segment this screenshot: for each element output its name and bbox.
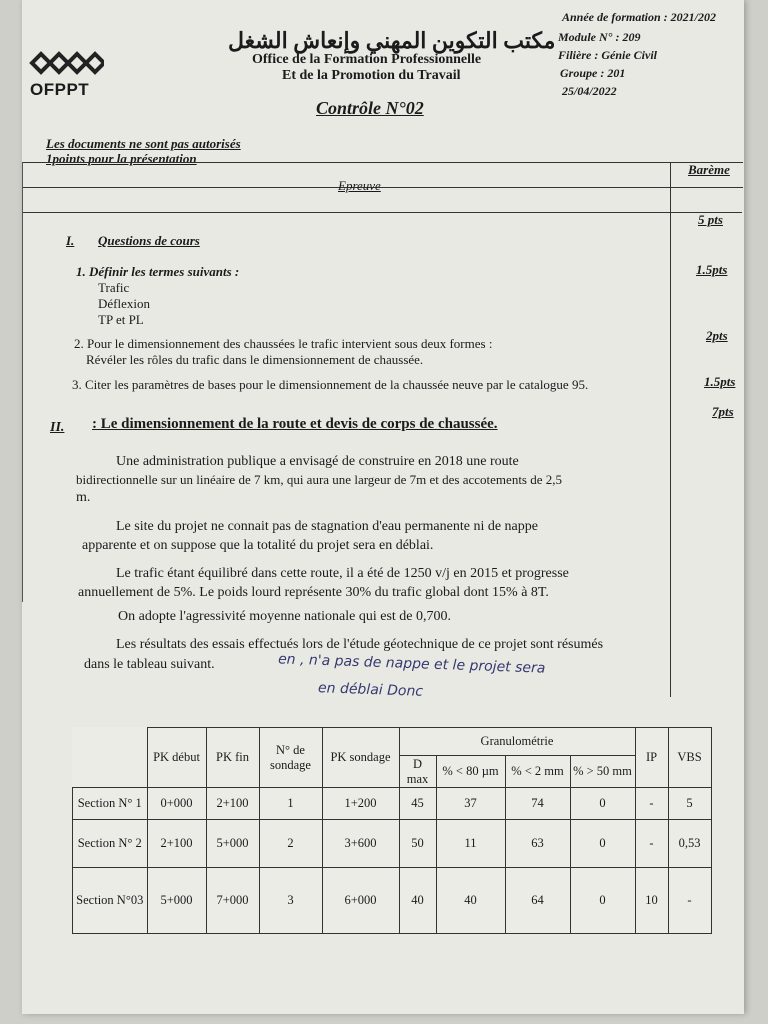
table-row <box>73 820 712 868</box>
paragraph-5-line-2: dans le tableau suivant. <box>84 657 215 672</box>
paragraph-5-line-1: Les résultats des essais effectués lors de l'étude géotechnique de ce projet sont résumés <box>116 637 604 652</box>
cell-pct80: 11 <box>436 820 505 868</box>
office-line-2: Et de la Promotion du Travail <box>282 68 461 83</box>
cell-vbs: 0,53 <box>668 820 711 868</box>
geotechnical-results-table <box>72 727 712 934</box>
part1-points: 5 pts <box>698 212 723 227</box>
question-1: 1. Définir les termes suivants : <box>76 264 240 279</box>
question-1-points: 1.5pts <box>696 262 728 277</box>
question-2-line-2: Révéler les rôles du trafic dans le dimensionnement de chaussée. <box>86 352 424 367</box>
table-corner <box>73 728 148 788</box>
cell-pk-debut: 2+100 <box>147 820 206 868</box>
cell-d-max: 50 <box>399 820 436 868</box>
cell-n-sondage: 2 <box>259 820 322 868</box>
logo-text: OFPPT <box>30 80 90 99</box>
annee-formation: Année de formation : 2021/202 <box>562 10 717 24</box>
row-section: Section N°03 <box>73 868 148 934</box>
paragraph-4: On adopte l'agressivité moyenne nationale qui est de 0,700. <box>118 609 451 624</box>
cell-pk-sondage: 1+200 <box>322 788 399 820</box>
office-line-1: Office de la Formation Professionnelle <box>252 52 482 67</box>
note-documents: Les documents ne sont pas autorisés <box>46 136 241 151</box>
frame-left-border <box>22 162 23 602</box>
col-d-max: D max <box>399 756 436 788</box>
table-row <box>73 788 712 820</box>
question-3: 3. Citer les paramètres de bases pour le dimensionnement de la chaussée neuve par le catalogue 95. <box>72 377 589 392</box>
paragraph-1-line-2: bidirectionnelle sur un linéaire de 7 km, qui aura une largeur de 7m et des accotements de 2,5 <box>76 472 563 487</box>
cell-pk-fin: 2+100 <box>206 788 259 820</box>
handwritten-note-line-1: en , n'a pas de nappe et le projet sera <box>277 651 546 677</box>
col-n-sondage: N° de sondage <box>259 728 322 788</box>
cell-pk-fin: 7+000 <box>206 868 259 934</box>
col-pct50: % > 50 mm <box>570 756 635 788</box>
cell-vbs: 5 <box>668 788 711 820</box>
cell-pct50: 0 <box>570 788 635 820</box>
term-3: TP et PL <box>98 312 144 327</box>
col-pct2: % < 2 mm <box>505 756 570 788</box>
part1-number: I. <box>66 233 75 248</box>
cell-pct80: 40 <box>436 868 505 934</box>
cell-pct2: 64 <box>505 868 570 934</box>
col-pct80: % < 80 µm <box>436 756 505 788</box>
col-vbs: VBS <box>668 728 711 788</box>
part1-heading: Questions de cours <box>98 233 200 248</box>
paragraph-1-line-1: Une administration publique a envisagé de construire en 2018 une route <box>116 454 519 469</box>
module-number: Module N° : 209 <box>558 30 641 44</box>
epreuve-header-row <box>22 162 743 188</box>
note-presentation: 1points pour la présentation <box>46 151 197 166</box>
cell-pk-debut: 5+000 <box>147 868 206 934</box>
row-section: Section N° 2 <box>73 820 148 868</box>
cell-ip: - <box>635 820 668 868</box>
cell-pct2: 63 <box>505 820 570 868</box>
epreuve-label: Epreuve <box>338 178 381 193</box>
handwritten-note-line-2: en déblai Donc <box>317 680 424 700</box>
question-3-points: 1.5pts <box>704 374 736 389</box>
col-pk-debut: PK début <box>147 728 206 788</box>
term-2: Déflexion <box>98 296 150 311</box>
cell-vbs: - <box>668 868 711 934</box>
filiere: Filière : Génie Civil <box>558 48 657 62</box>
page-title: Contrôle N°02 <box>316 98 424 118</box>
groupe: Groupe : 201 <box>560 66 626 80</box>
cell-n-sondage: 1 <box>259 788 322 820</box>
part2-number: II. <box>50 420 65 435</box>
cell-pct2: 74 <box>505 788 570 820</box>
cell-pk-sondage: 6+000 <box>322 868 399 934</box>
bareme-divider <box>670 162 671 697</box>
table-row <box>73 868 712 934</box>
cell-pk-debut: 0+000 <box>147 788 206 820</box>
cell-pct50: 0 <box>570 820 635 868</box>
term-1: Trafic <box>98 280 130 295</box>
cell-pk-sondage: 3+600 <box>322 820 399 868</box>
row-section: Section N° 1 <box>73 788 148 820</box>
question-2-points: 2pts <box>706 328 728 343</box>
bareme-label: Barème <box>688 162 730 177</box>
frame-divider <box>22 212 742 213</box>
exam-date: 25/04/2022 <box>562 84 617 98</box>
question-2-line-1: 2. Pour le dimensionnement des chaussées le trafic intervient sous deux formes : <box>74 336 493 351</box>
col-pk-sondage: PK sondage <box>322 728 399 788</box>
cell-d-max: 45 <box>399 788 436 820</box>
part2-points: 7pts <box>712 404 734 419</box>
col-ip: IP <box>635 728 668 788</box>
ofppt-logo-icon <box>24 46 104 80</box>
paragraph-2-line-1: Le site du projet ne connait pas de stagnation d'eau permanente ni de nappe <box>116 519 538 534</box>
arabic-office-title: مكتب التكوين المهني وإنعاش الشغل <box>228 28 556 53</box>
cell-pct80: 37 <box>436 788 505 820</box>
cell-ip: 10 <box>635 868 668 934</box>
cell-n-sondage: 3 <box>259 868 322 934</box>
cell-pct50: 0 <box>570 868 635 934</box>
cell-d-max: 40 <box>399 868 436 934</box>
col-pk-fin: PK fin <box>206 728 259 788</box>
paragraph-2-line-2: apparente et on suppose que la totalité du projet sera en déblai. <box>82 538 434 553</box>
col-granulometrie: Granulométrie <box>399 728 635 756</box>
paragraph-1-line-3: m. <box>76 490 91 505</box>
paragraph-3-line-2: annuellement de 5%. Le poids lourd représente 30% du trafic global dont 15% à 8T. <box>78 585 549 600</box>
paragraph-3-line-1: Le trafic étant équilibré dans cette route, il a été de 1250 v/j en 2015 et progresse <box>116 566 569 581</box>
cell-ip: - <box>635 788 668 820</box>
part2-heading: : Le dimensionnement de la route et devis de corps de chaussée. <box>92 416 498 432</box>
cell-pk-fin: 5+000 <box>206 820 259 868</box>
